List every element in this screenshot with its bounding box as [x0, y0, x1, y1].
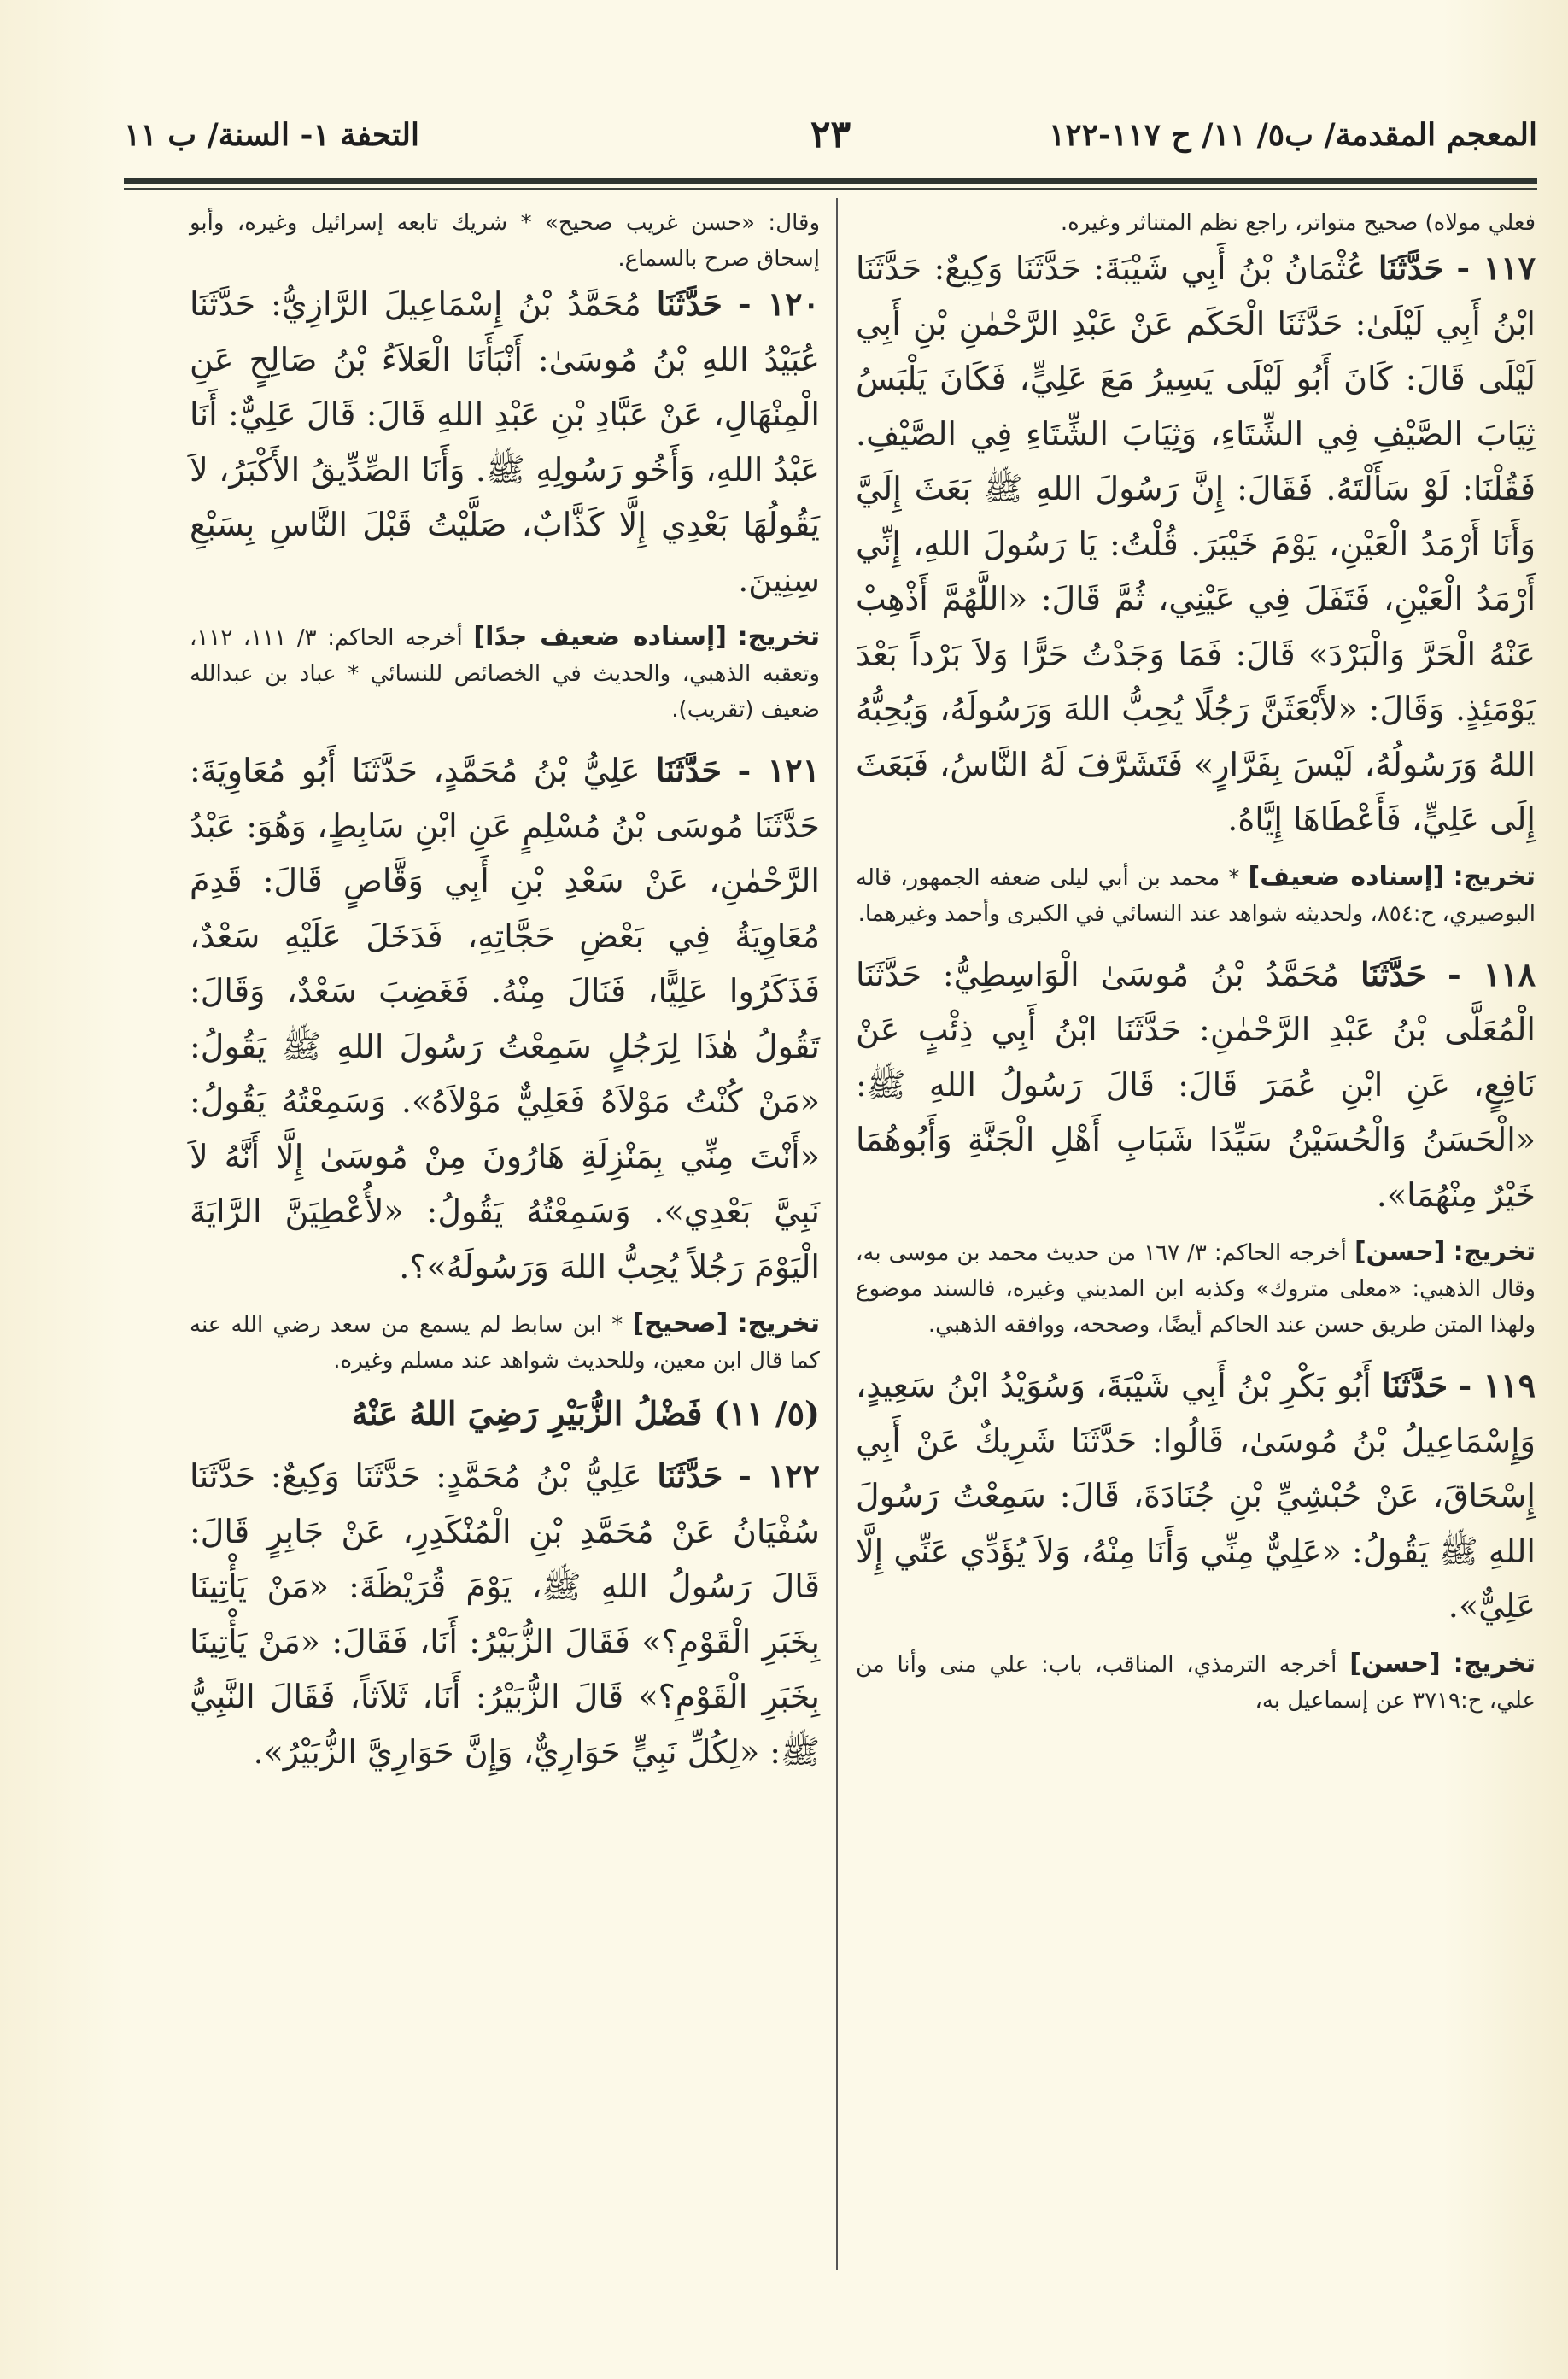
hadith-lead: حَدَّثَنَا [1360, 954, 1427, 993]
hadith-lead: حَدَّثَنَا [655, 751, 723, 789]
hadith-117 [856, 241, 1536, 847]
grade-badge: [إسناده ضعيف جدًا] [473, 622, 727, 652]
takhrij-text: أخرجه الحاكم: ٣/ ١١١، ١١٢، وتعقبه الذهبي، والحديث في الخصائص للنسائي * عباد بن عبدالله ضعيف (تقريب). [190, 625, 820, 723]
hadith-lead: حَدَّثَنَا [656, 284, 723, 323]
grade-badge: [حسن] [1349, 1648, 1441, 1679]
hadith-number: ١١٧ - [1456, 249, 1536, 287]
takhrij-label: تخريج: [1453, 1648, 1536, 1679]
hadith-text: مُحَمَّدُ بْنُ إِسْمَاعِيلَ الرَّازِيُّ: حَدَّثَنَا عُبَيْدُ اللهِ بْنُ مُوسَىٰ: أَنْبَأَنَا الْعَلاَءُ بْنُ صَالِحٍ عَنِ الْمِنْهَالِ، عَنْ عَبَّادِ بْنِ عَبْدِ اللهِ قَالَ: قَالَ عَلِيٌّ: أَنَا عَبْدُ اللهِ، وَأَخُو رَسُولِهِ ﷺ. وَأَنَا الصِّدِّيقُ الأَكْبَرُ، لاَ يَقُولُهَا بَعْدِي إِلَّا كَذَّابٌ، صَلَّيْتُ قَبْلَ النَّاسِ بِسَبْعِ سِنِينَ. [190, 285, 820, 599]
hadith-text: مُحَمَّدُ بْنُ مُوسَىٰ الْوَاسِطِيُّ: حَدَّثَنَا الْمُعَلَّى بْنُ عَبْدِ الرَّحْمٰنِ: حَدَّثَنَا ابْنُ أَبِي ذِئْبٍ عَنْ نَافِعٍ، عَنِ ابْنِ عُمَرَ قَالَ: قَالَ رَسُولُ اللهِ ﷺ: «الْحَسَنُ وَالْحُسَيْنُ سَيِّدَا شَبَابِ أَهْلِ الْجَنَّةِ وَأَبُوهُمَا خَيْرٌ مِنْهُمَا». [856, 955, 1536, 1214]
header-rule-thin [124, 188, 1537, 190]
hadith-122 [190, 1449, 820, 1779]
hadith-120 [190, 277, 820, 607]
takhrij-text: * محمد بن أبي ليلى ضعفه الجمهور، قاله البوصيري، ح:٨٥٤، ولحديثه شواهد عند النسائي في الكبرى وأحمد وغيرهما. [856, 864, 1536, 927]
hadith-text: عُثْمَانُ بْنُ أَبِي شَيْبَةَ: حَدَّثَنَا وَكِيعٌ: حَدَّثَنَا ابْنُ أَبِي لَيْلَىٰ: حَدَّثَنَا الْحَكَم عَنْ عَبْدِ الرَّحْمٰنِ بْنِ أَبِي لَيْلَى قَالَ: كَانَ أَبُو لَيْلَى يَسِيرُ مَعَ عَلِيٍّ، فَكَانَ يَلْبَسُ ثِيَابَ الصَّيْفِ فِي الشِّتَاءِ، وَثِيَابَ الشِّتَاءِ فِي الصَّيْفِ. فَقُلْنَا: لَوْ سَأَلْتَهُ. فَقَالَ: إِنَّ رَسُولَ اللهِ ﷺ بَعَثَ إِلَيَّ وَأَنَا أَرْمَدُ الْعَيْنِ، يَوْمَ خَيْبَرَ. قُلْتُ: يَا رَسُولَ اللهِ، إِنِّي أَرْمَدُ الْعَيْنِ، فَتَفَلَ فِي عَيْنِي، ثُمَّ قَالَ: «اللَّهُمَّ أَذْهِبْ عَنْهُ الْحَرَّ وَالْبَرْدَ» قَالَ: فَمَا وَجَدْتُ حَرًّا وَلاَ بَرْداً بَعْدَ يَوْمَئِذٍ. وَقَالَ: «لأَبْعَثَنَّ رَجُلًا يُحِبُّ اللهَ وَرَسُولَهُ، وَيُحِبُّهُ اللهُ وَرَسُولُهُ، لَيْسَ بِفَرَّارٍ» فَتَشَرَّفَ لَهُ النَّاسُ، فَبَعَثَ إِلَى عَلِيٍّ، فَأَعْطَاهَا إِيَّاهُ. [856, 249, 1536, 838]
takhrij-label: تخريج: [1453, 861, 1536, 892]
hadith-119 [856, 1358, 1536, 1634]
hadith-number: ١١٩ - [1458, 1366, 1536, 1404]
running-head [124, 109, 1537, 161]
hadith-lead: حَدَّثَنَا [1382, 1366, 1448, 1404]
hadith-118 [856, 947, 1536, 1223]
hadith-text: عَلِيُّ بْنُ مُحَمَّدٍ: حَدَّثَنَا وَكِيعٌ: حَدَّثَنَا سُفْيَانُ عَنْ مُحَمَّدِ بْنِ الْمُنْكَدِرِ، عَنْ جَابِرٍ قَالَ: قَالَ رَسُولُ اللهِ ﷺ، يَوْمَ قُرَيْظَةَ: «مَنْ يَأْتِينَا بِخَبَرِ الْقَوْمِ؟» فَقَالَ الزُّبَيْرُ: أَنَا، فَقَالَ: «مَنْ يَأْتِينَا بِخَبَرِ الْقَوْمِ؟» قَالَ الزُّبَيْرُ: أَنَا، ثَلاَثاً، فَقَالَ النَّبِيُّ ﷺ: «لِكُلِّ نَبِيٍّ حَوَارِيٌّ، وَإِنَّ حَوَارِيَّ الزُّبَيْرُ». [190, 1457, 820, 1771]
takhrij-text: * ابن سابط لم يسمع من سعد رضي الله عنه كما قال ابن معين، وللحديث شواهد عند مسلم وغيره. [190, 1312, 820, 1374]
grade-badge: [إسناده ضعيف] [1248, 861, 1445, 892]
header-chapter-reference: المعجم المقدمة/ ب٥/ ١١/ ح ١١٧-١٢٢ [1048, 117, 1537, 153]
takhrij-118 [856, 1234, 1536, 1343]
hadith-lead: حَدَّثَنَا [1378, 249, 1444, 287]
right-column [856, 205, 1536, 1719]
header-rule-thick [124, 178, 1537, 184]
takhrij-117 [856, 859, 1536, 932]
column-divider [836, 198, 838, 2270]
hadith-number: ١٢١ - [737, 751, 820, 789]
takhrij-121 [190, 1306, 820, 1379]
hadith-number: ١٢٠ - [737, 284, 820, 323]
hadith-text: عَلِيُّ بْنُ مُحَمَّدٍ، حَدَّثَنَا أَبُو مُعَاوِيَةَ: حَدَّثَنَا مُوسَى بْنُ مُسْلِمٍ عَنِ ابْنِ سَابِطٍ، وَهُوَ: عَبْدُ الرَّحْمٰنِ، عَنْ سَعْدِ بْنِ أَبِي وَقَّاصٍ قَالَ: قَدِمَ مُعَاوِيَةُ فِي بَعْضِ حَجَّاتِهِ، فَدَخَلَ عَلَيْهِ سَعْدٌ، فَذَكَرُوا عَلِيًّا، فَنَالَ مِنْهُ. فَغَضِبَ سَعْدٌ، وَقَالَ: تَقُولُ هٰذَا لِرَجُلٍ سَمِعْتُ رَسُولَ اللهِ ﷺ يَقُولُ: «مَنْ كُنْتُ مَوْلاَهُ فَعَلِيٌّ مَوْلاَهُ». وَسَمِعْتُهُ يَقُولُ: «أَنْتَ مِنِّي بِمَنْزِلَةِ هَارُونَ مِنْ مُوسَىٰ إِلَّا أَنَّهُ لاَ نَبِيَّ بَعْدِي». وَسَمِعْتُهُ يَقُولُ: «لأُعْطِيَنَّ الرَّايَةَ الْيَوْمَ رَجُلاً يُحِبُّ اللهَ وَرَسُولَهُ»؟. [190, 752, 820, 1286]
hadith-lead: حَدَّثَنَا [657, 1456, 723, 1495]
carry-over-note: فعلي مولاه) صحيح متواتر، راجع نظم المتناثر وغيره. [1060, 210, 1536, 236]
section-heading: (٥/ ١١) فَضْلُ الزُّبَيْرِ رَضِيَ اللهُ عَنْهُ [351, 1394, 820, 1433]
page-number: ٢٣ [810, 113, 851, 156]
takhrij-label: تخريج: [737, 1309, 821, 1339]
takhrij-text: أخرجه الحاكم: ٣/ ١٦٧ من حديث محمد بن موسى به، وقال الذهبي: «معلى متروك» وكذبه ابن المديني وغيره، فالسند موضوع ولهذا المتن طريق حسن عند الحاكم أيضًا، وصححه، ووافقه الذهبي. [856, 1240, 1536, 1338]
grade-badge: [حسن] [1354, 1237, 1446, 1267]
hadith-number: ١٢٢ - [738, 1456, 820, 1495]
takhrij-120 [190, 619, 820, 728]
left-column [190, 205, 820, 1779]
header-tuhfa-reference: التحفة ١- السنة/ ب ١١ [124, 117, 419, 153]
takhrij-label: تخريج: [1453, 1237, 1536, 1267]
takhrij-text: أخرجه الترمذي، المناقب، باب: علي منى وأنا من علي، ح:٣٧١٩ عن إسماعيل به، [856, 1651, 1536, 1714]
takhrij-label: تخريج: [737, 622, 821, 652]
hadith-number: ١١٨ - [1447, 954, 1536, 993]
grade-badge: [صحيح] [632, 1309, 728, 1339]
takhrij-119 [856, 1646, 1536, 1719]
hadith-text: أَبُو بَكْرِ بْنُ أَبِي شَيْبَةَ، وَسُوَيْدُ ابْنُ سَعِيدٍ، وَإِسْمَاعِيلُ بْنُ مُوسَىٰ، قَالُوا: حَدَّثَنَا شَرِيكٌ عَنْ أَبِي إِسْحَاقَ، عَنْ حُبْشِيِّ بْنِ جُنَادَةَ، قَالَ: سَمِعْتُ رَسُولَ اللهِ ﷺ يَقُولُ: «عَلِيٌّ مِنِّي وَأَنَا مِنْهُ، وَلاَ يُؤَدِّي عَنِّي إِلَّا عَلِيٌّ». [856, 1367, 1536, 1625]
hadith-121 [190, 743, 820, 1294]
carry-over-note: وقال: «حسن غريب صحيح» * شريك تابعه إسرائيل وغيره، وأبو إسحاق صرح بالسماع. [190, 210, 820, 272]
